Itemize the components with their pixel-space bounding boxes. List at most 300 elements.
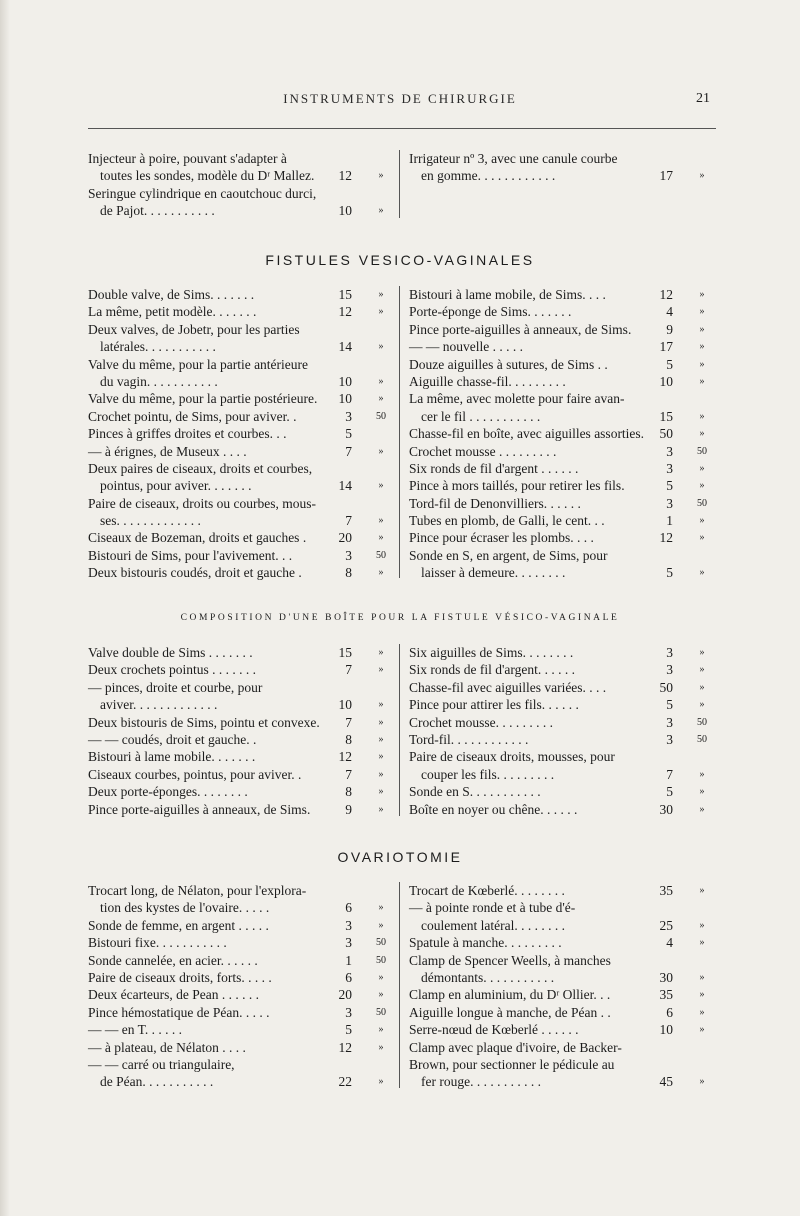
catalog-entry <box>88 321 398 338</box>
entry-label: Pince pour attirer les fils. . . . . . <box>409 697 579 713</box>
entry-label: Valve du même, pour la partie postérieure. <box>88 391 318 407</box>
catalog-entry <box>409 303 719 320</box>
entry-cents: » <box>378 786 384 798</box>
entry-price: 3 <box>345 1004 352 1020</box>
entry-cents: » <box>699 989 705 1001</box>
catalog-entry <box>88 783 398 800</box>
running-title: INSTRUMENTS DE CHIRURGIE <box>283 91 517 106</box>
catalog-entry <box>409 460 719 477</box>
entry-cents: » <box>378 375 384 387</box>
section-title-ovariotomie: OVARIOTOMIE <box>337 849 463 865</box>
entry-cents: » <box>378 341 384 353</box>
entry-price: 10 <box>338 373 352 389</box>
entry-label: Double valve, de Sims. . . . . . . <box>88 287 255 302</box>
catalog-entry <box>409 679 719 696</box>
left-column <box>88 286 398 582</box>
entry-cents: 50 <box>697 733 707 745</box>
entry-price: 3 <box>345 935 352 951</box>
section-irrigation <box>88 150 716 225</box>
entry-label: Serre-nœud de Kœberlé . . . . . . <box>409 1022 579 1038</box>
entry-cents: » <box>378 567 384 579</box>
entry-label: — à plateau, de Nélaton . . . . <box>88 1039 246 1055</box>
column-divider <box>399 882 400 1088</box>
entry-price: 12 <box>338 749 352 765</box>
entry-cents: » <box>378 803 384 815</box>
entry-cents: » <box>378 205 384 217</box>
catalog-entry <box>409 529 719 546</box>
entry-label: Paire de ciseaux droits, forts. . . . . <box>88 969 272 985</box>
catalog-entry <box>88 748 398 765</box>
entry-label: La même, petit modèle. . . . . . . <box>88 304 257 320</box>
entry-price: 8 <box>345 731 352 747</box>
catalog-entry <box>88 1056 398 1073</box>
catalog-entry <box>88 1073 398 1090</box>
entry-price: 25 <box>659 917 673 933</box>
entry-cents: » <box>378 170 384 182</box>
entry-label: Bistouri fixe. . . . . . . . . . . <box>88 935 227 951</box>
catalog-entry <box>409 167 719 184</box>
entry-price: 7 <box>666 766 673 782</box>
entry-label: Paire de ciseaux, droits ou courbes, mous- <box>88 495 316 511</box>
catalog-entry <box>88 460 398 477</box>
entry-label: Boîte en noyer ou chêne. . . . . . <box>409 801 578 817</box>
right-column <box>409 286 719 582</box>
entry-cents: 50 <box>376 954 386 966</box>
entry-label: latérales. . . . . . . . . . . <box>100 339 216 355</box>
entry-cents: » <box>699 532 705 544</box>
entry-cents: » <box>699 885 705 896</box>
entry-label: Ciseaux de Bozeman, droits et gauches . <box>88 530 307 546</box>
entry-cents: » <box>699 681 705 693</box>
catalog-entry <box>88 714 398 731</box>
entry-cents: » <box>699 1006 705 1018</box>
header-rule <box>88 128 716 129</box>
entry-price: 9 <box>666 321 673 337</box>
entry-cents: » <box>699 768 705 780</box>
entry-price: 1 <box>345 952 352 968</box>
catalog-entry <box>409 425 719 442</box>
column-divider <box>399 644 400 816</box>
entry-label: Porte-éponge de Sims. . . . . . . <box>409 304 572 320</box>
entry-label: tion des kystes de l'ovaire. . . . . <box>100 900 270 916</box>
entry-cents: » <box>699 428 705 440</box>
entry-price: 3 <box>666 714 673 730</box>
page-number: 21 <box>696 91 710 106</box>
entry-cents: » <box>378 1041 384 1053</box>
catalog-entry <box>88 679 398 696</box>
entry-price: 6 <box>666 1004 673 1020</box>
catalog-entry <box>409 714 719 731</box>
catalog-entry <box>88 564 398 581</box>
entry-price: 5 <box>666 356 673 372</box>
entry-cents: » <box>699 567 705 579</box>
catalog-entry <box>88 390 398 407</box>
entry-label: Deux bistouris de Sims, pointu et convexe. <box>88 714 320 730</box>
catalog-entry <box>409 882 719 899</box>
section-composition <box>88 644 716 824</box>
entry-price: 5 <box>666 697 673 713</box>
entry-cents: » <box>378 393 384 405</box>
catalog-entry <box>88 766 398 783</box>
catalog-entry <box>88 952 398 969</box>
entry-label: La même, avec molette pour faire avan- <box>409 391 625 407</box>
catalog-entry <box>88 150 398 167</box>
entry-price: 17 <box>659 339 673 355</box>
entry-label: — — en T. . . . . . <box>88 1022 182 1038</box>
entry-price: 17 <box>659 168 673 184</box>
entry-cents: » <box>378 289 384 300</box>
entry-price: 8 <box>345 565 352 581</box>
entry-label: Paire de ciseaux droits, mousses, pour <box>409 749 615 765</box>
entry-label: Valve double de Sims . . . . . . . <box>88 645 253 660</box>
catalog-entry <box>88 661 398 678</box>
entry-label: — pinces, droite et courbe, pour <box>88 679 263 695</box>
entry-label: — à érignes, de Museux . . . . <box>88 443 247 459</box>
page-edge-shadow <box>0 0 10 1216</box>
catalog-entry <box>88 286 398 303</box>
entry-price: 5 <box>345 1022 352 1038</box>
entry-cents: » <box>378 647 384 658</box>
entry-cents: » <box>378 1076 384 1088</box>
entry-price: 4 <box>666 304 673 320</box>
catalog-entry <box>88 969 398 986</box>
right-column <box>409 644 719 818</box>
catalog-entry <box>409 390 719 407</box>
entry-cents: » <box>378 306 384 318</box>
entry-price: 14 <box>338 478 352 494</box>
catalog-entry <box>409 783 719 800</box>
catalog-entry <box>88 731 398 748</box>
catalog-entry <box>409 564 719 581</box>
catalog-entry <box>409 661 719 678</box>
entry-label: Crochet pointu, de Sims, pour aviver. . <box>88 408 297 424</box>
entry-label: Pince pour écraser les plombs. . . . <box>409 530 594 546</box>
catalog-entry <box>409 321 719 338</box>
entry-cents: 50 <box>376 549 386 561</box>
catalog-entry <box>88 1039 398 1056</box>
column-divider <box>399 286 400 578</box>
catalog-entry <box>409 286 719 303</box>
entry-label: démontants. . . . . . . . . . . <box>421 969 555 985</box>
entry-cents: » <box>699 664 705 676</box>
catalog-entry <box>88 882 398 899</box>
catalog-entry <box>409 801 719 818</box>
entry-price: 3 <box>345 547 352 563</box>
catalog-entry <box>409 1056 719 1073</box>
entry-label: cer le fil . . . . . . . . . . . <box>421 408 541 424</box>
entry-price: 7 <box>345 443 352 459</box>
entry-cents: 50 <box>376 937 386 949</box>
catalog-entry <box>88 167 398 184</box>
entry-label: Crochet mousse. . . . . . . . . <box>409 714 553 730</box>
catalog-entry <box>409 512 719 529</box>
catalog-entry <box>409 150 719 167</box>
entry-label: Irrigateur nº 3, avec une canule courbe <box>409 151 618 166</box>
entry-price: 35 <box>659 987 673 1003</box>
entry-label: Deux paires de ciseaux, droits et courbes, <box>88 460 313 476</box>
entry-price: 3 <box>666 645 673 660</box>
entry-price: 1 <box>666 513 673 529</box>
entry-cents: » <box>378 532 384 544</box>
section-ovariotomie <box>88 882 716 1097</box>
catalog-entry <box>409 408 719 425</box>
entry-cents: » <box>699 480 705 492</box>
catalog-entry <box>409 952 719 969</box>
catalog-entry <box>409 899 719 916</box>
entry-label: Brown, pour sectionner le pédicule au <box>409 1056 615 1072</box>
entry-price: 6 <box>345 900 352 916</box>
entry-cents: » <box>699 462 705 474</box>
entry-label: Bistouri à lame mobile, de Sims. . . . <box>409 287 606 302</box>
entry-label: — — coudés, droit et gauche. . <box>88 731 257 747</box>
catalog-entry <box>409 748 719 765</box>
entry-cents: » <box>699 170 705 182</box>
catalog-entry <box>88 425 398 442</box>
entry-cents: » <box>378 716 384 728</box>
entry-label: Six aiguilles de Sims. . . . . . . . <box>409 645 574 660</box>
entry-label: Bistouri de Sims, pour l'avivement. . . <box>88 547 293 563</box>
entry-cents: » <box>378 699 384 711</box>
entry-cents: » <box>378 751 384 763</box>
entry-label: Bistouri à lame mobile. . . . . . . <box>88 749 256 765</box>
entry-cents: 50 <box>697 716 707 728</box>
entry-price: 3 <box>345 917 352 933</box>
entry-label: Chasse-fil en boîte, avec aiguilles assorties. <box>409 426 645 442</box>
entry-label: Aiguille longue à manche, de Péan . . <box>409 1004 611 1020</box>
entry-price: 9 <box>345 801 352 817</box>
entry-label: Seringue cylindrique en caoutchouc durci, <box>88 185 317 201</box>
catalog-entry <box>409 1021 719 1038</box>
entry-cents: » <box>699 410 705 422</box>
entry-cents: » <box>378 902 384 914</box>
entry-cents: » <box>378 768 384 780</box>
entry-cents: » <box>378 1024 384 1036</box>
column-divider <box>399 150 400 218</box>
catalog-entry <box>409 1004 719 1021</box>
entry-cents: » <box>378 733 384 745</box>
entry-label: Deux valves, de Jobetr, pour les parties <box>88 321 300 337</box>
catalog-entry <box>409 443 719 460</box>
catalog-entry <box>88 356 398 373</box>
catalog-entry <box>409 969 719 986</box>
catalog-entry <box>88 408 398 425</box>
entry-label: Sonde en S. . . . . . . . . . . <box>409 784 541 800</box>
entry-price: 4 <box>666 935 673 951</box>
entry-label: laisser à demeure. . . . . . . . <box>421 565 566 581</box>
catalog-entry <box>88 899 398 916</box>
entry-price: 5 <box>666 565 673 581</box>
right-column <box>409 882 719 1091</box>
entry-price: 45 <box>659 1074 673 1090</box>
entry-price: 3 <box>666 460 673 476</box>
entry-cents: » <box>378 971 384 983</box>
entry-price: 12 <box>659 530 673 546</box>
entry-price: 30 <box>659 801 673 817</box>
entry-cents: » <box>699 647 705 658</box>
catalog-entry <box>88 1004 398 1021</box>
entry-label: Sonde en S, en argent, de Sims, pour <box>409 547 608 563</box>
entry-label: de Péan. . . . . . . . . . . <box>100 1074 214 1090</box>
entry-price: 10 <box>338 203 352 219</box>
entry-cents: 50 <box>697 445 707 457</box>
catalog-entry <box>88 1021 398 1038</box>
right-column <box>409 150 719 185</box>
entry-label: Chasse-fil avec aiguilles variées. . . . <box>409 679 607 695</box>
entry-label: Tord-fil de Denonvilliers. . . . . . <box>409 495 581 511</box>
entry-price: 5 <box>666 784 673 800</box>
entry-label: Clamp de Spencer Weells, à manches <box>409 952 611 968</box>
catalog-entry <box>409 731 719 748</box>
catalog-entry <box>409 356 719 373</box>
catalog-entry <box>409 1039 719 1056</box>
left-column <box>88 644 398 818</box>
catalog-entry <box>88 917 398 934</box>
catalog-entry <box>88 644 398 661</box>
entry-label: — — nouvelle . . . . . <box>409 339 523 355</box>
catalog-entry <box>88 303 398 320</box>
entry-cents: » <box>699 803 705 815</box>
catalog-entry <box>409 696 719 713</box>
entry-price: 50 <box>659 679 673 695</box>
entry-cents: » <box>699 786 705 798</box>
entry-label: fer rouge. . . . . . . . . . . <box>421 1074 541 1090</box>
entry-label: Deux écarteurs, de Pean . . . . . . <box>88 987 259 1003</box>
entry-label: Tord-fil. . . . . . . . . . . . <box>409 731 529 747</box>
catalog-entry <box>88 934 398 951</box>
section-title-fistules: FISTULES VESICO-VAGINALES <box>265 252 535 268</box>
entry-label: pointus, pour aviver. . . . . . . <box>100 478 252 494</box>
entry-label: Pince à mors taillés, pour retirer les fils. <box>409 478 625 494</box>
entry-cents: » <box>378 664 384 676</box>
entry-label: du vagin. . . . . . . . . . . <box>100 373 218 389</box>
entry-price: 7 <box>345 714 352 730</box>
entry-label: Deux crochets pointus . . . . . . . <box>88 662 256 678</box>
entry-label: Sonde cannelée, en acier. . . . . . <box>88 952 258 968</box>
entry-label: Pince porte-aiguilles à anneaux, de Sims. <box>88 801 311 817</box>
entry-price: 3 <box>345 408 352 424</box>
entry-label: Six ronds de fil d'argent. . . . . . <box>409 662 576 678</box>
entry-label: Pince hémostatique de Péan. . . . . <box>88 1004 270 1020</box>
entry-price: 10 <box>659 1022 673 1038</box>
entry-label: Sonde de femme, en argent . . . . . <box>88 917 269 933</box>
catalog-entry <box>409 477 719 494</box>
entry-cents: » <box>699 323 705 335</box>
entry-price: 5 <box>345 426 352 442</box>
entry-price: 15 <box>338 645 352 660</box>
entry-price: 15 <box>338 287 352 302</box>
entry-label: Crochet mousse . . . . . . . . . <box>409 443 557 459</box>
catalog-entry <box>409 986 719 1003</box>
section-title-composition: COMPOSITION D'UNE BOÎTE POUR LA FISTULE VÉSICO-VAGINALE <box>180 613 620 623</box>
entry-price: 12 <box>659 287 673 302</box>
entry-label: Deux porte-éponges. . . . . . . . <box>88 784 248 800</box>
catalog-entry <box>88 477 398 494</box>
entry-cents: 50 <box>376 410 386 422</box>
entry-price: 50 <box>659 426 673 442</box>
entry-price: 30 <box>659 969 673 985</box>
entry-label: Aiguille chasse-fil. . . . . . . . . <box>409 373 566 389</box>
entry-label: Ciseaux courbes, pointus, pour aviver. . <box>88 766 302 782</box>
left-column <box>88 882 398 1091</box>
entry-cents: » <box>699 937 705 949</box>
entry-cents: » <box>699 341 705 353</box>
entry-label: de Pajot. . . . . . . . . . . <box>100 203 215 219</box>
entry-cents: » <box>378 515 384 527</box>
entry-price: 3 <box>666 731 673 747</box>
entry-price: 3 <box>666 662 673 678</box>
entry-label: en gomme. . . . . . . . . . . . <box>421 168 556 184</box>
entry-price: 12 <box>338 168 352 184</box>
entry-label: Pinces à griffes droites et courbes. . . <box>88 426 287 442</box>
entry-cents: » <box>699 1024 705 1036</box>
entry-price: 5 <box>666 478 673 494</box>
entry-price: 12 <box>338 304 352 320</box>
catalog-entry <box>409 917 719 934</box>
entry-price: 8 <box>345 784 352 800</box>
catalog-entry <box>88 801 398 818</box>
entry-label: ses. . . . . . . . . . . . . <box>100 513 201 529</box>
entry-price: 20 <box>338 987 352 1003</box>
entry-cents: 50 <box>697 497 707 509</box>
entry-cents: » <box>378 445 384 457</box>
entry-label: Trocart de Kœberlé. . . . . . . . <box>409 883 565 898</box>
entry-price: 10 <box>659 373 673 389</box>
entry-price: 10 <box>338 391 352 407</box>
catalog-entry <box>88 443 398 460</box>
entry-label: Douze aiguilles à sutures, de Sims . . <box>409 356 608 372</box>
catalog-entry <box>88 495 398 512</box>
entry-label: Clamp en aluminium, du Dʳ Ollier. . . <box>409 987 611 1003</box>
entry-label: Tubes en plomb, de Galli, le cent. . . <box>409 513 605 529</box>
entry-cents: » <box>378 480 384 492</box>
catalog-entry <box>409 766 719 783</box>
entry-price: 7 <box>345 513 352 529</box>
entry-label: Six ronds de fil d'argent . . . . . . <box>409 460 579 476</box>
entry-label: coulement latéral. . . . . . . . <box>421 917 565 933</box>
entry-cents: » <box>699 919 705 931</box>
entry-cents: » <box>699 515 705 527</box>
entry-price: 7 <box>345 662 352 678</box>
entry-price: 7 <box>345 766 352 782</box>
entry-cents: » <box>699 358 705 370</box>
catalog-entry <box>88 202 398 219</box>
catalog-entry <box>88 986 398 1003</box>
entry-cents: » <box>699 971 705 983</box>
entry-price: 3 <box>666 443 673 459</box>
entry-label: — à pointe ronde et à tube d'é- <box>409 900 576 916</box>
catalog-entry <box>409 338 719 355</box>
entry-label: Deux bistouris coudés, droit et gauche . <box>88 565 302 581</box>
entry-cents: » <box>699 289 705 300</box>
catalog-entry <box>409 644 719 661</box>
entry-label: Spatule à manche. . . . . . . . . <box>409 935 562 951</box>
entry-price: 14 <box>338 339 352 355</box>
catalog-entry <box>409 934 719 951</box>
catalog-entry <box>88 696 398 713</box>
catalog-entry <box>409 495 719 512</box>
catalog-entry <box>409 1073 719 1090</box>
entry-cents: » <box>699 699 705 711</box>
entry-label: Injecteur à poire, pouvant s'adapter à <box>88 151 287 166</box>
entry-price: 12 <box>338 1039 352 1055</box>
catalog-entry <box>88 529 398 546</box>
entry-cents: » <box>378 919 384 931</box>
entry-price: 3 <box>666 495 673 511</box>
entry-label: Clamp avec plaque d'ivoire, de Backer- <box>409 1039 622 1055</box>
entry-label: couper les fils. . . . . . . . . <box>421 766 555 782</box>
catalog-entry <box>88 338 398 355</box>
entry-price: 20 <box>338 530 352 546</box>
